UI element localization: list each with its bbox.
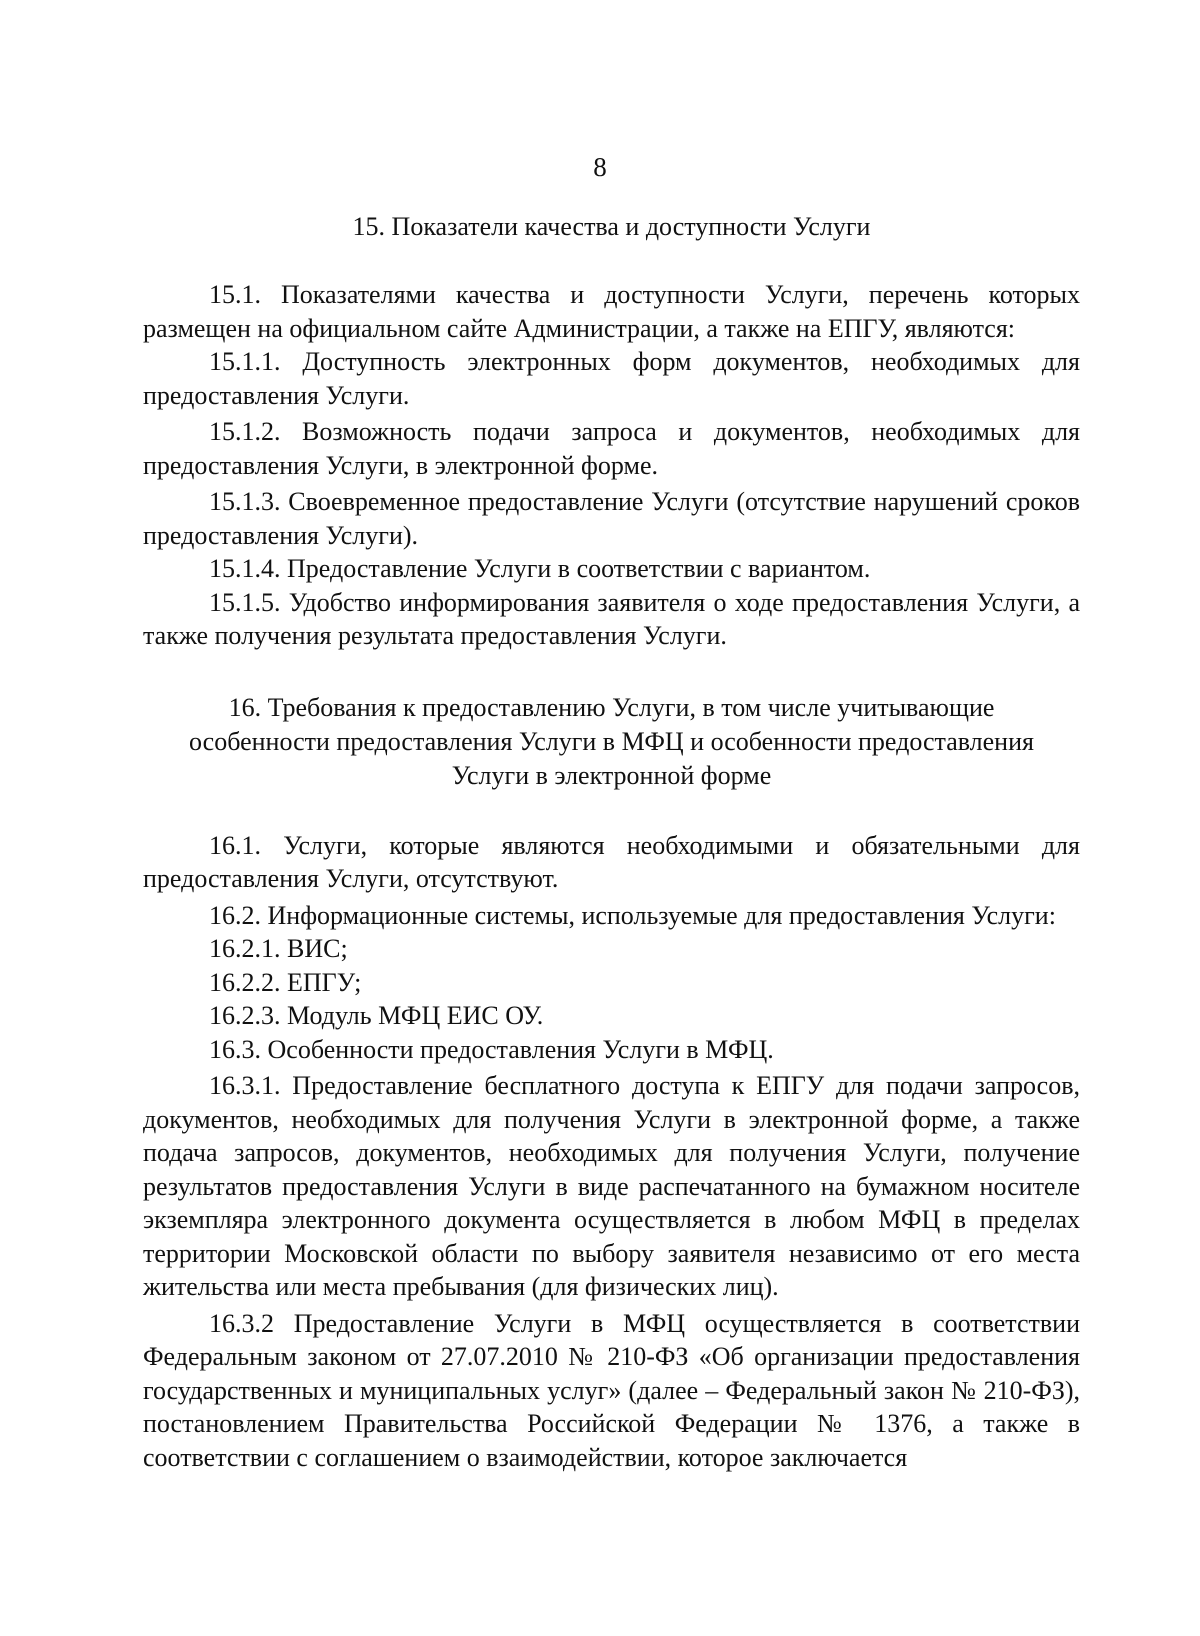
paragraph-16-2: 16.2. Информационные системы, используемые для предоставления Услуги: — [209, 900, 1056, 930]
paragraph-15-1-4: 15.1.4. Предоставление Услуги в соответствии с вариантом. — [209, 554, 871, 583]
document-body — [143, 210, 1080, 1474]
page-number: 8 — [593, 152, 607, 182]
section-16-heading: 16. Требования к предоставлению Услуги, в том числе учитывающие особенности предоставления Услуги в МФЦ и особенности предоставления Услуги в электронной форме — [189, 692, 1034, 790]
section-15-heading: 15. Показатели качества и доступности Услуги — [352, 212, 871, 241]
paragraph-16-2-2: 16.2.2. ЕПГУ; — [209, 967, 362, 997]
paragraph-15-1-2: 15.1.2. Возможность подачи запроса и документов, необходимых для предоставления Услуги, в электронной форме. — [143, 417, 1080, 480]
paragraph-16-2-3: 16.2.3. Модуль МФЦ ЕИС ОУ. — [209, 1001, 544, 1030]
paragraph-15-1-3: 15.1.3. Своевременное предоставление Услуги (отсутствие нарушений сроков предоставления Услуги). — [143, 487, 1080, 550]
paragraph-16-3-2: 16.3.2 Предоставление Услуги в МФЦ осуществляется в соответствии Федеральным законом от 27.07.2010 № 210-ФЗ «Об организации предоставления государственных и муниципальных услуг» (далее – Федеральный закон № 210-ФЗ), постановлением Правительства Российской Федерации № 1376, а также в соответствии с соглашением о взаимодействии, которое заключается — [143, 1308, 1080, 1472]
paragraph-15-1-5: 15.1.5. Удобство информирования заявителя о ходе предоставления Услуги, а также получения результата предоставления Услуги. — [143, 587, 1080, 650]
paragraph-15-1-1: 15.1.1. Доступность электронных форм документов, необходимых для предоставления Услуги. — [143, 347, 1080, 410]
paragraph-15-1: 15.1. Показателями качества и доступности Услуги, перечень которых размещен на официальном сайте Администрации, а также на ЕПГУ, являются: — [143, 280, 1080, 343]
paragraph-16-3: 16.3. Особенности предоставления Услуги в МФЦ. — [209, 1034, 774, 1064]
paragraph-16-2-1: 16.2.1. ВИС; — [209, 934, 348, 963]
paragraph-16-1: 16.1. Услуги, которые являются необходимыми и обязательными для предоставления Услуги, отсутствуют. — [143, 830, 1080, 893]
paragraph-16-3-1: 16.3.1. Предоставление бесплатного доступа к ЕПГУ для подачи запросов, документов, необходимых для получения Услуги в электронной форме, а также подача запросов, документов, необходимых для получения Услуги, получение результатов предоставления Услуги в виде распечатанного на бумажном носителе экземпляра электронного документа осуществляется в любом МФЦ в пределах территории Московской области по выбору заявителя независимо от его места жительства или места пребывания (для физических лиц). — [143, 1071, 1080, 1301]
